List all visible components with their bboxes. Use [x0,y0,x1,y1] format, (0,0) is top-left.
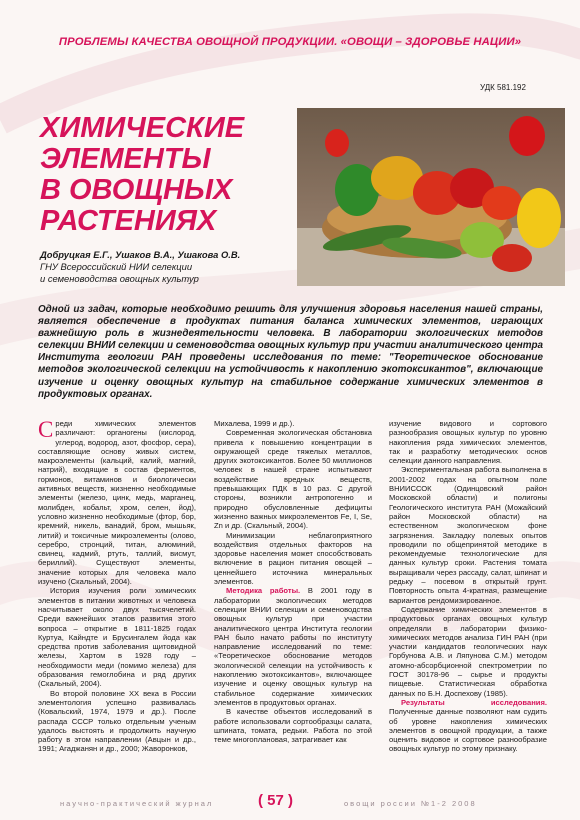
paragraph: Экспериментальная работа выполнена в 2001-2002 годах на опытном поле ВНИИССОК (Одинцовский район Московской области) и полигоны Геологического института РАН (Можайский район Московской области) на естественном экологическом фоне загрязнения. Закладку полевых опытов проводили по общепринятой методике в рекомендуемые технологические для данных культур сроки. Растения томата выращивали через рассаду, салат, шпинат и редьку – посевом в открытый грунт. Повторность опыта 4-кратная, размещение вариантов рендомизированное. [389,465,547,605]
drop-cap: С [38,417,54,442]
vegetables-photo [297,108,565,286]
paragraph [389,698,547,754]
title-line: ХИМИЧЕСКИЕ [40,112,245,144]
title-line: В ОВОЩНЫХ [40,174,233,206]
footer-journal-type: научно-практический журнал [60,799,214,808]
authors-block [40,249,240,285]
title-line: ЭЛЕМЕНТЫ [40,143,211,175]
paragraph: Во второй половине XX века в России элементология успешно развивалась (Ковальский, 1974, 1979 и др.). После распада СССР только отдельным ученым удалось выстоять и продолжить научную работу в этом направлении (Авцын и др., 1991; Агаджанян и др., 2000; Жаворонков, [38,688,196,754]
section-label: Результаты исследования. [401,697,547,707]
column-3 [389,419,547,754]
paragraph-text: В 2001 году в лаборатории экологических методов селекции ВНИИ селекции и семеноводства овощных культур при участии аналитического центра Института геологии РАН было начато работы по институту направление исследований по теме: «Теоретическое обоснование методов экологической селекции на устойчивость к накоплению экотоксикантов», включающее изучение и оценку овощных культур на стабильное содержание химических элементов в продуктовых органах. [214,586,372,707]
page-number: ( 57 ) [258,792,294,809]
paragraph-text: Полученные данные позволяют нам судить об уровне накопления химических элементов в овощной продукции, а также оценить видовое и сортовое разнообразие овощных культур по этому признаку. [389,707,547,754]
paragraph-text: реди химических элементов различают: органогены (кислород, углерод, водород, азот, фосфор, сера), составляющие основу живых систем, макроэлементы (кальций, калий, магний, натрий), входящие в состав ферментов, гормонов, витаминов и биологически активных веществ, жизненно необходимые элементы (железо, цинк, медь, марганец, молибден, кобальт, хром, селен, йод), условно жизненно необходимые (фтор, бор, кремний, никель, ванадий, бром, мышьяк, литий) и токсичные микроэлементы (олово, серебро, стронций, титан, алюминий, свинец, кадмий, ртуть, таллий, висмут, бериллий). Существуют элементы, значение которых для человека мало изучено (Скальный, 2004). [38,419,196,587]
paragraph: Содержание химических элементов в продуктовых органах овощных культур определяли в лаборатории физико-химических методов анализа ГИН РАН (при участии кандидатов геологических наук Горбунова А.В. и Ляпунова С.М.) методом атомно-абсорбционной спектрометрии по ГОСТ 30178-96 – сырье и продукты пищевые. Статистическая обработка данных по Б.Н. Доспехову (1985). [389,604,547,698]
paragraph: В качестве объектов исследований в работе использовали сортообразцы салата, шпината, томата, редьки. Работа по этой теме многоплановая, затрагивает как [214,707,372,745]
article-title [40,113,290,237]
paragraph: Современная экологическая обстановка привела к повышению концентрации в окружающей среде тяжелых металлов, других экотоксикантов. Более 50 миллионов человек в нашей стране испытывают воздействие вредных веществ, превышающих ПДК в 10 раз. С другой стороны, возникли антропогенно и природно обусловленные дефициты жизненно важных микроэлементов Fe, I, Se, Zn и др. (Скальный, 2004). [214,428,372,531]
title-line: РАСТЕНИЯХ [40,205,217,237]
footer-journal-issue: овощи россии №1-2 2008 [344,799,477,808]
body-columns [38,419,548,787]
column-1 [38,419,196,754]
paragraph [214,586,372,707]
paragraph: История изучения роли химических элементов в питании животных и человека насчитывает около двух тысячелетий. Среди важнейших этапов развития этого вопроса – открытие в 1811-1825 годах Куртуа, Кайндте и Брусингалем йода как средства против заболевания щитовидной железы, Хартом в 1928 году – необходимости меди (помимо железа) для образования гемоглобина и ряд других (Скальный, 2004). [38,586,196,689]
paragraph: Минимизации неблагоприятного воздействия отдельных факторов на здоровье населения может способствовать включение в рацион питания овощей – ценнейшего источника минеральных элементов. [214,530,372,587]
institution-line: и семеноводства овощных культур [40,273,199,284]
paragraph: изучение видового и сортового разнообразия овощных культур по уровню накопления ряда химических элементов, так и разработку методических основ селекции данного направления. [389,419,547,466]
column-2 [214,419,372,744]
paragraph [38,419,196,586]
section-label: Методика работы. [226,586,301,596]
abstract-paragraph: Одной из задач, которые необходимо решить для улучшения здоровья населения нашей страны, является обеспечение в продуктах питания баланса химических элементов, играющих важнейшую роль в жизнедеятельности человека. В лаборатории экологических методов селекции ВНИИ селекции и семеноводства овощных культур при участии аналитического центра Института геологии РАН проведены исследования по теме: "Теоретическое обоснование методов экологической селекции на устойчивость к накоплению экотоксикантов", включающие изучение и оценку овощных культур на стабильное содержание химических элементов в продуктовых органах. [38,304,543,400]
page-footer [0,793,580,813]
journal-section-header: ПРОБЛЕМЫ КАЧЕСТВА ОВОЩНОЙ ПРОДУКЦИИ. «ОВОЩИ – ЗДОРОВЬЕ НАЦИИ» [58,36,522,48]
institution-line: ГНУ Всероссийский НИИ селекции [40,261,193,272]
author-names: Добруцкая Е.Г., Ушаков В.А., Ушакова О.В. [40,249,241,260]
paragraph: Михалева, 1999 и др.). [214,419,295,428]
udk-code: УДК 581.192 [480,83,526,92]
